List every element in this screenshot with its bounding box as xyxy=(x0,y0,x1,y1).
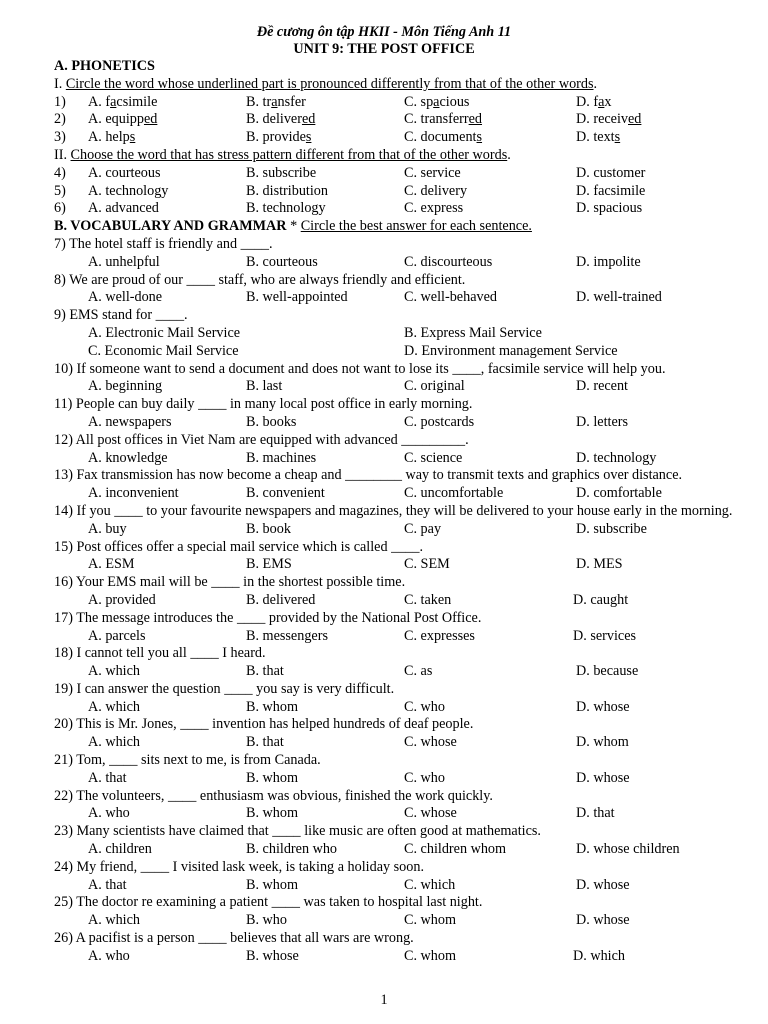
option-c[interactable]: C. pay xyxy=(404,520,442,537)
option-c[interactable] xyxy=(404,94,469,112)
option-b[interactable]: B. whom xyxy=(246,769,299,786)
option-a[interactable]: A. Electronic Mail Service xyxy=(88,324,241,341)
option-b[interactable] xyxy=(246,111,315,129)
question-text: 17) The message introduces the ____ provided by the National Post Office. xyxy=(54,609,482,626)
option-c[interactable]: C. uncomfortable xyxy=(404,485,504,502)
options-row xyxy=(54,289,734,307)
options-row xyxy=(54,450,734,468)
option-d[interactable]: D. subscribe xyxy=(576,520,647,537)
option-d[interactable]: D. caught xyxy=(573,591,629,608)
option-text: x xyxy=(604,93,612,110)
option-a[interactable] xyxy=(88,129,135,147)
option-b[interactable]: B. last xyxy=(246,378,283,395)
question-text: 18) I cannot tell you all ____ I heard. xyxy=(54,645,266,662)
document-body xyxy=(54,58,734,966)
vocab-star: * xyxy=(286,218,301,235)
unit-title: UNIT 9: THE POST OFFICE xyxy=(293,41,475,57)
option-a[interactable]: A. who xyxy=(88,805,130,822)
option-b[interactable]: B. whom xyxy=(246,876,299,893)
option-text: A. help xyxy=(88,129,130,146)
options-row xyxy=(54,948,734,966)
option-text: D. f xyxy=(576,93,599,110)
option-text: D. text xyxy=(576,129,615,146)
option-b[interactable] xyxy=(246,129,311,147)
option-c[interactable]: C. SEM xyxy=(404,556,450,573)
option-text: B. deliver xyxy=(246,111,302,128)
underlined-part: a xyxy=(433,93,440,110)
option-c[interactable]: C. service xyxy=(404,164,461,181)
option-d[interactable]: D. letters xyxy=(576,413,629,430)
option-b[interactable]: B. children who xyxy=(246,841,338,858)
option-b[interactable]: B. that xyxy=(246,734,284,751)
option-b[interactable]: B. convenient xyxy=(246,485,325,502)
option-a[interactable]: A. which xyxy=(88,663,141,680)
option-d[interactable]: D. which xyxy=(573,947,626,964)
options-row xyxy=(54,378,734,396)
instruction-text: Choose the word that has stress pattern different from that of the other words xyxy=(70,146,508,163)
question-number: 1) xyxy=(54,93,66,110)
instruction-end: . xyxy=(593,75,598,92)
option-d[interactable]: D. that xyxy=(576,805,615,822)
options-row xyxy=(54,734,734,752)
option-b[interactable]: B. messengers xyxy=(246,627,328,644)
question-number: 2) xyxy=(54,111,66,128)
options-row xyxy=(54,663,734,681)
option-c[interactable]: C. whose xyxy=(404,805,457,822)
option-c[interactable]: C. discourteous xyxy=(404,253,493,270)
option-b[interactable]: B. that xyxy=(246,663,284,680)
option-c[interactable]: C. who xyxy=(404,698,445,715)
option-d[interactable]: D. facsimile xyxy=(576,182,646,199)
option-d[interactable]: D. services xyxy=(573,627,637,644)
option-c[interactable]: C. whose xyxy=(404,734,457,751)
option-b[interactable]: B. technology xyxy=(246,200,326,217)
option-b[interactable]: B. whose xyxy=(246,947,299,964)
vocab-instruction: Circle the best answer for each sentence. xyxy=(300,218,532,235)
instruction-end: . xyxy=(507,146,511,163)
question-text: 20) This is Mr. Jones, ____ invention has helped hundreds of deaf people. xyxy=(54,716,474,733)
options-row xyxy=(54,805,734,823)
option-d[interactable] xyxy=(576,129,620,147)
options-row xyxy=(54,343,734,361)
option-text: B. tr xyxy=(246,93,272,110)
option-c[interactable]: C. science xyxy=(404,449,463,466)
option-a[interactable]: A. courteous xyxy=(88,164,161,181)
option-b[interactable]: B. distribution xyxy=(246,182,328,199)
option-c[interactable]: C. children whom xyxy=(404,841,507,858)
option-text: D. receiv xyxy=(576,111,628,128)
option-a[interactable]: A. which xyxy=(88,734,141,751)
options-row xyxy=(54,841,734,859)
option-b[interactable] xyxy=(246,94,306,112)
underlined-part: ed xyxy=(301,111,316,128)
option-d[interactable]: D. because xyxy=(576,663,639,680)
underlined-part: a xyxy=(110,93,117,110)
option-a[interactable]: A. who xyxy=(88,947,130,964)
options-row xyxy=(54,485,734,503)
option-b[interactable]: B. whom xyxy=(246,805,299,822)
question-text: 25) The doctor re examining a patient ____ was taken to hospital last night. xyxy=(54,894,483,911)
option-d[interactable]: D. spacious xyxy=(576,200,643,217)
option-a[interactable]: A. provided xyxy=(88,591,156,608)
question-row xyxy=(54,183,734,201)
options-row xyxy=(54,556,734,574)
page-number: 1 xyxy=(380,992,388,1008)
option-b[interactable]: B. Express Mail Service xyxy=(404,324,542,341)
option-c[interactable]: C. postcards xyxy=(404,413,475,430)
options-row xyxy=(54,521,734,539)
option-d[interactable]: D. recent xyxy=(576,378,628,395)
option-b[interactable]: B. whom xyxy=(246,698,299,715)
question-text: 19) I can answer the question ____ you say is very difficult. xyxy=(54,680,395,697)
option-d[interactable]: D. customer xyxy=(576,164,646,181)
option-c[interactable]: C. whom xyxy=(404,947,457,964)
option-a[interactable]: A. ESM xyxy=(88,556,135,573)
section-heading-phonetics: A. PHONETICS xyxy=(54,58,155,74)
option-d[interactable]: D. whose xyxy=(576,912,630,929)
option-a[interactable]: A. advanced xyxy=(88,200,159,217)
option-c[interactable]: C. expresses xyxy=(404,627,475,644)
option-c[interactable]: C. Economic Mail Service xyxy=(88,342,239,359)
question-row xyxy=(54,111,734,129)
instruction-part1 xyxy=(54,76,734,94)
question-text: 23) Many scientists have claimed that ____ like music are often good at mathematics. xyxy=(54,823,541,840)
option-d[interactable]: D. whose xyxy=(576,698,630,715)
underlined-part: s xyxy=(476,129,483,146)
question-text: 26) A pacifist is a person ____ believes that all wars are wrong. xyxy=(54,930,414,947)
option-b[interactable]: B. books xyxy=(246,413,297,430)
options-row xyxy=(54,912,734,930)
underlined-part: ed xyxy=(628,111,642,128)
option-a[interactable]: A. well-done xyxy=(88,289,163,306)
question-row xyxy=(54,200,734,218)
underlined-part: s xyxy=(305,129,312,146)
option-b[interactable]: B. courteous xyxy=(246,253,318,270)
option-b[interactable]: B. subscribe xyxy=(246,164,317,181)
question-text: 14) If you ____ to your favourite newspapers and magazines, they will be delivered to your house early in the morning. xyxy=(54,502,733,519)
option-c[interactable]: C. taken xyxy=(404,591,452,608)
option-a[interactable]: A. inconvenient xyxy=(88,485,179,502)
option-c[interactable]: C. who xyxy=(404,769,445,786)
instruction-part2 xyxy=(54,147,734,165)
option-a[interactable]: A. parcels xyxy=(88,627,146,644)
option-b[interactable]: B. machines xyxy=(246,449,317,466)
option-a[interactable]: A. which xyxy=(88,698,141,715)
question-text: 15) Post offices offer a special mail service which is called ____. xyxy=(54,538,424,555)
question-text: 21) Tom, ____ sits next to me, is from Canada. xyxy=(54,752,321,769)
option-c[interactable]: C. original xyxy=(404,378,465,395)
options-row xyxy=(54,699,734,717)
question-text: 22) The volunteers, ____ enthusiasm was obvious, finished the work quickly. xyxy=(54,787,493,804)
option-b[interactable]: B. EMS xyxy=(246,556,292,573)
option-text: A. f xyxy=(88,93,111,110)
options-row xyxy=(54,592,734,610)
options-row xyxy=(54,628,734,646)
option-text: C. sp xyxy=(404,93,434,110)
option-a[interactable]: A. that xyxy=(88,876,127,893)
question-row xyxy=(54,165,734,183)
phonetics-part1-list xyxy=(54,94,734,147)
question-text: 10) If someone want to send a document and does not want to lose its ____, facsimile service will help you. xyxy=(54,360,666,377)
underlined-part: ed xyxy=(143,111,158,128)
option-c[interactable]: C. well-behaved xyxy=(404,289,497,306)
vocab-question-list xyxy=(54,236,734,966)
option-b[interactable]: B. book xyxy=(246,520,291,537)
option-c[interactable]: C. whom xyxy=(404,912,457,929)
option-b[interactable]: B. who xyxy=(246,912,287,929)
options-row xyxy=(54,414,734,432)
question-text: 13) Fax transmission has now become a cheap and ________ way to transmit texts and graphics over distance. xyxy=(54,467,683,484)
section-heading-vocab xyxy=(54,218,734,236)
option-a[interactable]: A. which xyxy=(88,912,141,929)
option-d[interactable]: D. impolite xyxy=(576,253,641,270)
question-text: 11) People can buy daily ____ in many local post office in early morning. xyxy=(54,396,473,413)
option-c[interactable]: C. which xyxy=(404,876,456,893)
options-row xyxy=(54,877,734,895)
option-text: B. provide xyxy=(246,129,306,146)
option-b[interactable]: B. well-appointed xyxy=(246,289,348,306)
option-d[interactable]: D. whose xyxy=(576,876,630,893)
question-text: 8) We are proud of our ____ staff, who are always friendly and efficient. xyxy=(54,271,466,288)
option-a[interactable]: A. children xyxy=(88,841,152,858)
option-a[interactable]: A. newspapers xyxy=(88,413,172,430)
question-number: 5) xyxy=(54,182,66,199)
option-a[interactable] xyxy=(88,94,157,112)
option-c[interactable]: C. express xyxy=(404,200,464,217)
underlined-part: a xyxy=(271,93,278,110)
option-c[interactable] xyxy=(404,129,482,147)
option-text: csimile xyxy=(116,93,158,110)
options-row xyxy=(54,770,734,788)
question-row xyxy=(54,94,734,112)
option-d[interactable]: D. MES xyxy=(576,556,623,573)
option-b[interactable]: B. delivered xyxy=(246,591,316,608)
option-d[interactable]: D. comfortable xyxy=(576,485,662,502)
option-text: nsfer xyxy=(277,93,306,110)
option-d[interactable]: D. well-trained xyxy=(576,289,662,306)
question-number: 6) xyxy=(54,200,66,217)
option-a[interactable]: A. knowledge xyxy=(88,449,168,466)
option-text: C. transferr xyxy=(404,111,469,128)
option-text: cious xyxy=(439,93,470,110)
option-d[interactable] xyxy=(576,94,611,112)
underlined-part: a xyxy=(598,93,605,110)
option-d[interactable] xyxy=(576,111,641,129)
question-number: 3) xyxy=(54,129,66,146)
options-row xyxy=(54,325,734,343)
underlined-part: ed xyxy=(468,111,483,128)
option-d[interactable]: D. whom xyxy=(576,734,629,751)
instruction-roman: I. xyxy=(54,75,66,92)
option-a[interactable]: A. buy xyxy=(88,520,127,537)
option-text: A. equipp xyxy=(88,111,144,128)
option-a[interactable]: A. unhelpful xyxy=(88,253,160,270)
options-row xyxy=(54,254,734,272)
question-text: 7) The hotel staff is friendly and ____. xyxy=(54,235,273,252)
question-text: 24) My friend, ____ I visited lask week, is taking a holiday soon. xyxy=(54,858,424,875)
vocab-heading: B. VOCABULARY AND GRAMMAR xyxy=(54,218,287,235)
option-a[interactable]: A. beginning xyxy=(88,378,163,395)
option-c[interactable]: C. as xyxy=(404,663,433,680)
underlined-part: s xyxy=(129,129,136,146)
option-d[interactable]: D. Environment management Service xyxy=(404,342,618,359)
document-title: Đề cương ôn tập HKII - Môn Tiếng Anh 11 xyxy=(256,24,512,40)
underlined-part: s xyxy=(614,129,621,146)
instruction-text: Circle the word whose underlined part is pronounced differently from that of the other words xyxy=(65,75,594,92)
option-d[interactable]: D. whose children xyxy=(576,841,680,858)
question-text: 16) Your EMS mail will be ____ in the shortest possible time. xyxy=(54,574,406,591)
question-number: 4) xyxy=(54,164,66,181)
option-a[interactable]: A. that xyxy=(88,769,127,786)
option-c[interactable] xyxy=(404,111,482,129)
question-text: 12) All post offices in Viet Nam are equipped with advanced _________. xyxy=(54,431,469,448)
option-d[interactable]: D. whose xyxy=(576,769,630,786)
question-text: 9) EMS stand for ____. xyxy=(54,307,188,324)
phonetics-part2-list xyxy=(54,165,734,218)
option-text: C. document xyxy=(404,129,477,146)
instruction-roman: II. xyxy=(54,146,71,163)
option-c[interactable]: C. delivery xyxy=(404,182,468,199)
option-d[interactable]: D. technology xyxy=(576,449,657,466)
option-a[interactable]: A. technology xyxy=(88,182,169,199)
question-row xyxy=(54,129,734,147)
option-a[interactable] xyxy=(88,111,157,129)
